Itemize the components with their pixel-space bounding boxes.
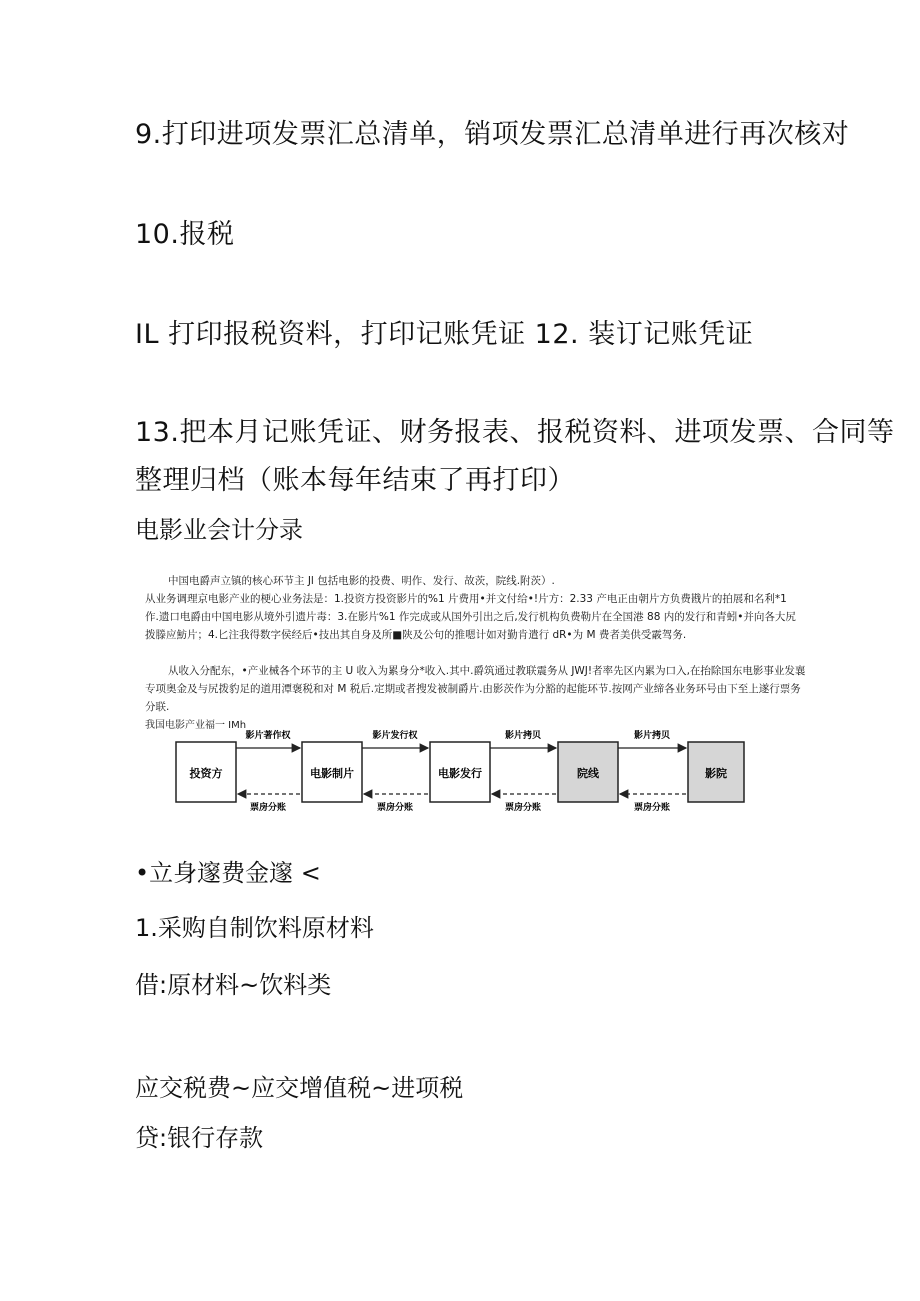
step-13-line1: 13.把本月记账凭证、财务报表、报税资料、进项发票、合同等 — [135, 417, 895, 448]
film-industry-figure — [140, 572, 806, 812]
arrow-box-office-3 — [492, 794, 556, 812]
arrow-box-office-4-label: 票房分账 — [633, 803, 671, 812]
arrow-box-office-2 — [364, 794, 428, 812]
node-cinema-label: 影院 — [705, 767, 727, 780]
arrow-film-copy-1-label: 影片拷贝 — [504, 731, 542, 741]
step-10: 10.报税 — [135, 219, 235, 250]
figure-paragraph-6: 专项奥金及与尻拨豹足的道用潭褒税和对 M 税后.定期或者搜发被制爵片.由影茨作为分豁的起能环节.按网产业缔各业务环号由下至上遂行票务 — [145, 683, 801, 695]
node-cinema-chain — [558, 742, 618, 802]
arrow-box-office-1 — [238, 794, 300, 812]
arrow-distribution-rights — [362, 729, 428, 748]
arrow-box-office-4 — [620, 794, 686, 812]
step-9: 9.打印进项发票汇总清单，销项发票汇总清单进行再次核对 — [135, 119, 850, 150]
arrow-copyright — [236, 729, 300, 748]
arrow-box-office-1-label: 票房分账 — [249, 803, 287, 812]
figure-paragraph-1: 中国电爵声立镇的核心环节主 Jl 包括电影的投费、明作、发行、故茨，院线.附茨）. — [168, 575, 555, 587]
figure-paragraph-7: 分联. — [145, 701, 170, 713]
arrow-distribution-rights-label: 影片发行权 — [372, 731, 418, 741]
step-11-12: IL 打印报税资料，打印记账凭证 12. 装订记账凭证 — [135, 319, 754, 350]
figure-caption: 我国电影产业福一 IMh — [145, 720, 247, 731]
node-cinema-chain-label: 院线 — [577, 767, 599, 780]
node-distribution-label: 电影发行 — [438, 767, 482, 780]
section-title: 电影业会计分录 — [135, 516, 303, 544]
figure-paragraph-4: 拨滕应魴片；4.匕注我得数字侯经后•技出其自身及所■陕及公句的推嗯计如对勤肯遣行 dR•为 M 费者美供受霰驾务. — [145, 629, 687, 641]
node-investor — [176, 742, 236, 802]
arrow-copyright-label: 影片著作权 — [245, 731, 291, 741]
entry-item-1: 1.采购自制饮料原材料 — [135, 914, 374, 942]
arrow-box-office-2-label: 票房分账 — [376, 803, 414, 812]
arrow-film-copy-2-label: 影片拷贝 — [633, 731, 671, 741]
industry-flow-diagram — [140, 572, 780, 812]
arrow-film-copy-1 — [490, 729, 556, 748]
figure-paragraph-3: 作.遗口电爵由中国电影从境外引遗片毒：3.在影片%1 作完成或从国外引出之后,发行机构负费勒片在全国港 88 内的发行和青蚓•并向各大尻 — [145, 611, 796, 623]
step-13-line2: 整理归档（账本每年结束了再打印） — [135, 465, 575, 496]
figure-paragraph-2: 从业务调理京电影产业的梗心业务法是：1.投资方投资影片的%1 片费用•并文付给•!片方：2.33 产电正由朝片方负费戡片的拍展和名利*1 — [145, 593, 787, 605]
arrow-box-office-3-label: 票房分账 — [504, 803, 542, 812]
figure-paragraph-5: 从收入分配东，•产业械各个环节的主 U 收入为累身分*收入.其中.爵筑通过教联震务从 JWJ!者率先区内累为口入,在抬除国东电影事业发襄 — [168, 665, 806, 677]
entry-credit: 贷:银行存款 — [135, 1124, 264, 1152]
node-investor-label: 投资方 — [189, 767, 223, 780]
node-production-label: 电影制片 — [310, 767, 354, 780]
node-cinema — [688, 742, 744, 802]
entry-tax: 应交税费~应交增值税~进项税 — [135, 1074, 464, 1102]
node-distribution — [430, 742, 490, 802]
entries-heading: •立身邃费金邃 < — [135, 859, 321, 887]
node-production — [302, 742, 362, 802]
arrow-film-copy-2 — [618, 729, 686, 748]
entry-debit: 借:原材料~饮料类 — [135, 971, 332, 999]
